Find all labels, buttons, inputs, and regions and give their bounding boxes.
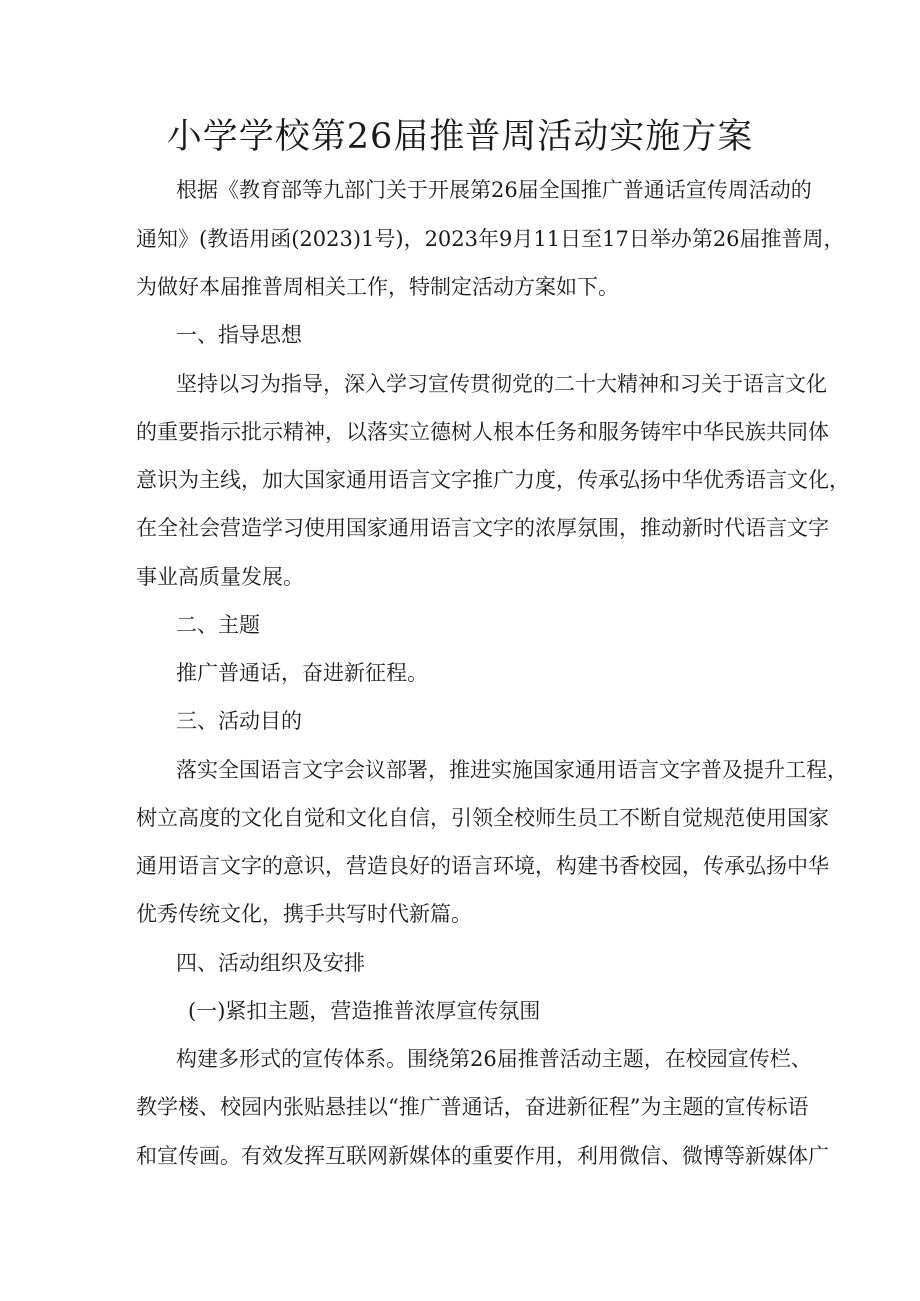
section3-line-1: 落实全国语言文字会议部署，推进实施国家通用语言文字普及提升工程， xyxy=(176,758,848,782)
section1-line-5: 事业高质量发展。 xyxy=(136,565,304,589)
section3-heading: 三、活动目的 xyxy=(176,709,302,733)
section4-line-1: 构建多形式的宣传体系。围绕第26届推普活动主题，在校园宣传栏、 xyxy=(176,1047,812,1071)
intro-line-1: 根据《教育部等九部门关于开展第26届全国推广普通话宣传周活动的 xyxy=(176,178,812,202)
section4-subheading: (一)紧扣主题，营造推普浓厚宣传氛围 xyxy=(188,999,541,1023)
intro-line-2: 通知》(教语用函(2023)1号)，2023年9月11日至17日举办第26届推普周， xyxy=(136,227,845,251)
intro-line-3: 为做好本届推普周相关工作，特制定活动方案如下。 xyxy=(136,275,619,299)
section3-line-3: 通用语言文字的意识，营造良好的语言环境，构建书香校园，传承弘扬中华 xyxy=(136,854,829,878)
section1-line-1: 坚持以习为指导，深入学习宣传贯彻党的二十大精神和习关于语言文化 xyxy=(176,372,827,396)
section2-heading: 二、主题 xyxy=(176,613,260,637)
section2-line-1: 推广普通话，奋进新征程。 xyxy=(176,661,428,685)
section1-line-2: 的重要指示批示精神，以落实立德树人根本任务和服务铸牢中华民族共同体 xyxy=(136,420,829,444)
section4-line-3: 和宣传画。有效发挥互联网新媒体的重要作用，利用微信、微博等新媒体广 xyxy=(136,1144,829,1168)
section3-line-4: 优秀传统文化，携手共写时代新篇。 xyxy=(136,902,472,926)
document-title: 小学学校第26届推普周活动实施方案 xyxy=(166,117,754,157)
section1-heading: 一、指导思想 xyxy=(176,323,302,347)
section4-heading: 四、活动组织及安排 xyxy=(176,951,365,975)
section1-line-3: 意识为主线，加大国家通用语言文字推广力度，传承弘扬中华优秀语言文化， xyxy=(136,468,850,492)
section3-line-2: 树立高度的文化自觉和文化自信，引领全校师生员工不断自觉规范使用国家 xyxy=(136,806,829,830)
section1-line-4: 在全社会营造学习使用国家通用语言文字的浓厚氛围，推动新时代语言文字 xyxy=(136,516,829,540)
section4-line-2: 教学楼、校园内张贴悬挂以“推广普通话，奋进新征程”为主题的宣传标语 xyxy=(136,1095,809,1119)
